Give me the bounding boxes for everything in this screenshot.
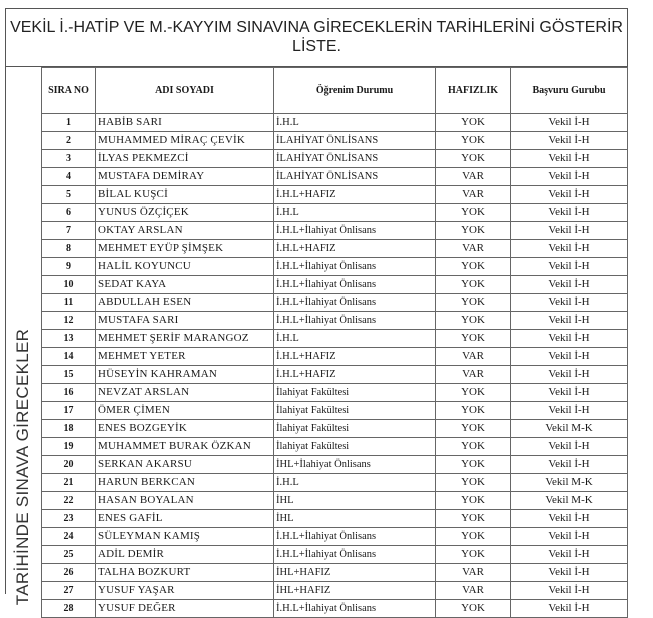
application-group: Vekil İ-H bbox=[511, 402, 628, 420]
application-group: Vekil İ-H bbox=[511, 312, 628, 330]
candidate-name: İLYAS PEKMEZCİ bbox=[96, 150, 274, 168]
table-row bbox=[42, 546, 628, 564]
hafizlik-status: YOK bbox=[436, 258, 511, 276]
education-status: İHL+HAFIZ bbox=[274, 564, 436, 582]
table-row bbox=[42, 510, 628, 528]
hafizlik-status: YOK bbox=[436, 276, 511, 294]
candidate-name: MUSTAFA DEMİRAY bbox=[96, 168, 274, 186]
application-group: Vekil İ-H bbox=[511, 330, 628, 348]
education-status: İlahiyat Fakültesi bbox=[274, 402, 436, 420]
candidate-name: HÜSEYİN KAHRAMAN bbox=[96, 366, 274, 384]
table-row bbox=[42, 600, 628, 618]
education-status: İHL bbox=[274, 510, 436, 528]
education-status: İ.H.L+İlahiyat Önlisans bbox=[274, 294, 436, 312]
application-group: Vekil İ-H bbox=[511, 204, 628, 222]
table-row bbox=[42, 258, 628, 276]
table-row bbox=[42, 348, 628, 366]
table-row bbox=[42, 402, 628, 420]
education-status: İHL bbox=[274, 492, 436, 510]
education-status: İ.H.L+HAFIZ bbox=[274, 186, 436, 204]
candidate-name: SERKAN AKARSU bbox=[96, 456, 274, 474]
table-row bbox=[42, 474, 628, 492]
candidate-name: HABİB SARI bbox=[96, 114, 274, 132]
table-header-row bbox=[42, 68, 628, 114]
candidate-name: ENES GAFİL bbox=[96, 510, 274, 528]
row-number: 3 bbox=[42, 150, 96, 168]
row-number: 21 bbox=[42, 474, 96, 492]
hafizlik-status: VAR bbox=[436, 582, 511, 600]
row-number: 9 bbox=[42, 258, 96, 276]
row-number: 27 bbox=[42, 582, 96, 600]
hafizlik-status: YOK bbox=[436, 510, 511, 528]
candidate-name: HALİL KOYUNCU bbox=[96, 258, 274, 276]
table-row bbox=[42, 330, 628, 348]
row-number: 5 bbox=[42, 186, 96, 204]
table-row bbox=[42, 582, 628, 600]
hafizlik-status: VAR bbox=[436, 186, 511, 204]
education-status: İ.H.L+HAFIZ bbox=[274, 366, 436, 384]
education-status: İ.H.L+İlahiyat Önlisans bbox=[274, 528, 436, 546]
hafizlik-status: YOK bbox=[436, 438, 511, 456]
header-education: Öğrenim Durumu bbox=[274, 68, 436, 114]
row-number: 23 bbox=[42, 510, 96, 528]
candidate-name: MEHMET ŞERİF MARANGOZ bbox=[96, 330, 274, 348]
row-number: 17 bbox=[42, 402, 96, 420]
education-status: İ.H.L bbox=[274, 474, 436, 492]
table-row bbox=[42, 204, 628, 222]
hafizlik-status: YOK bbox=[436, 204, 511, 222]
hafizlik-status: YOK bbox=[436, 114, 511, 132]
education-status: İ.H.L+İlahiyat Önlisans bbox=[274, 276, 436, 294]
application-group: Vekil İ-H bbox=[511, 276, 628, 294]
table-row bbox=[42, 114, 628, 132]
row-number: 14 bbox=[42, 348, 96, 366]
education-status: İlahiyat Fakültesi bbox=[274, 420, 436, 438]
hafizlik-status: YOK bbox=[436, 294, 511, 312]
candidate-name: HASAN BOYALAN bbox=[96, 492, 274, 510]
row-number: 1 bbox=[42, 114, 96, 132]
table-row bbox=[42, 456, 628, 474]
row-number: 4 bbox=[42, 168, 96, 186]
title-line-2: LİSTE. bbox=[292, 38, 341, 55]
candidate-name: YUNUS ÖZÇİÇEK bbox=[96, 204, 274, 222]
hafizlik-status: YOK bbox=[436, 150, 511, 168]
table-row bbox=[42, 168, 628, 186]
application-group: Vekil İ-H bbox=[511, 384, 628, 402]
candidate-name: MUHAMMED MİRAÇ ÇEVİK bbox=[96, 132, 274, 150]
row-number: 26 bbox=[42, 564, 96, 582]
education-status: İ.H.L bbox=[274, 204, 436, 222]
candidate-name: MUSTAFA SARI bbox=[96, 312, 274, 330]
side-column bbox=[6, 67, 42, 606]
candidate-name: MEHMET YETER bbox=[96, 348, 274, 366]
candidate-name: MUHAMMET BURAK ÖZKAN bbox=[96, 438, 274, 456]
education-status: İ.H.L bbox=[274, 330, 436, 348]
application-group: Vekil İ-H bbox=[511, 348, 628, 366]
candidate-table bbox=[41, 67, 628, 618]
application-group: Vekil İ-H bbox=[511, 564, 628, 582]
table-row bbox=[42, 528, 628, 546]
row-number: 13 bbox=[42, 330, 96, 348]
education-status: İlahiyat Fakültesi bbox=[274, 438, 436, 456]
header-name: ADI SOYADI bbox=[96, 68, 274, 114]
candidate-name: YUSUF YAŞAR bbox=[96, 582, 274, 600]
hafizlik-status: YOK bbox=[436, 456, 511, 474]
education-status: İLAHİYAT ÖNLİSANS bbox=[274, 150, 436, 168]
hafizlik-status: YOK bbox=[436, 312, 511, 330]
education-status: İ.H.L+İlahiyat Önlisans bbox=[274, 312, 436, 330]
education-status: İ.H.L+İlahiyat Önlisans bbox=[274, 546, 436, 564]
application-group: Vekil M-K bbox=[511, 474, 628, 492]
education-status: İ.H.L+HAFIZ bbox=[274, 240, 436, 258]
row-number: 7 bbox=[42, 222, 96, 240]
candidate-name: NEVZAT ARSLAN bbox=[96, 384, 274, 402]
title-line-1: VEKİL İ.-HATİP VE M.-KAYYIM SINAVINA GİRECEKLERİN TARİHLERİNİ GÖSTERİR bbox=[10, 19, 623, 36]
application-group: Vekil İ-H bbox=[511, 258, 628, 276]
header-hafizlik: HAFIZLIK bbox=[436, 68, 511, 114]
row-number: 10 bbox=[42, 276, 96, 294]
education-status: İ.H.L+İlahiyat Önlisans bbox=[274, 600, 436, 618]
candidate-name: ABDULLAH ESEN bbox=[96, 294, 274, 312]
application-group: Vekil İ-H bbox=[511, 114, 628, 132]
row-number: 11 bbox=[42, 294, 96, 312]
table-row bbox=[42, 132, 628, 150]
hafizlik-status: YOK bbox=[436, 492, 511, 510]
table-row bbox=[42, 240, 628, 258]
application-group: Vekil İ-H bbox=[511, 222, 628, 240]
hafizlik-status: YOK bbox=[436, 546, 511, 564]
education-status: İHL+HAFIZ bbox=[274, 582, 436, 600]
header-no: SIRA NO bbox=[42, 68, 96, 114]
table-row bbox=[42, 438, 628, 456]
application-group: Vekil İ-H bbox=[511, 186, 628, 204]
candidate-name: ÖMER ÇİMEN bbox=[96, 402, 274, 420]
hafizlik-status: YOK bbox=[436, 600, 511, 618]
row-number: 2 bbox=[42, 132, 96, 150]
application-group: Vekil İ-H bbox=[511, 438, 628, 456]
hafizlik-status: YOK bbox=[436, 132, 511, 150]
hafizlik-status: YOK bbox=[436, 330, 511, 348]
table-row bbox=[42, 312, 628, 330]
hafizlik-status: VAR bbox=[436, 564, 511, 582]
education-status: İ.H.L+HAFIZ bbox=[274, 348, 436, 366]
application-group: Vekil İ-H bbox=[511, 600, 628, 618]
application-group: Vekil İ-H bbox=[511, 168, 628, 186]
education-status: İ.H.L+İlahiyat Önlisans bbox=[274, 258, 436, 276]
side-label: TARİHİNDE SINAVA GİRECEKLER bbox=[13, 328, 32, 606]
application-group: Vekil İ-H bbox=[511, 546, 628, 564]
application-group: Vekil İ-H bbox=[511, 528, 628, 546]
header-group: Başvuru Gurubu bbox=[511, 68, 628, 114]
row-number: 20 bbox=[42, 456, 96, 474]
candidate-name: ENES BOZGEYİK bbox=[96, 420, 274, 438]
education-status: İLAHİYAT ÖNLİSANS bbox=[274, 132, 436, 150]
row-number: 25 bbox=[42, 546, 96, 564]
table-row bbox=[42, 384, 628, 402]
candidate-name: HARUN BERKCAN bbox=[96, 474, 274, 492]
application-group: Vekil İ-H bbox=[511, 294, 628, 312]
hafizlik-status: VAR bbox=[436, 366, 511, 384]
application-group: Vekil İ-H bbox=[511, 582, 628, 600]
hafizlik-status: YOK bbox=[436, 528, 511, 546]
candidate-name: OKTAY ARSLAN bbox=[96, 222, 274, 240]
education-status: İHL+İlahiyat Önlisans bbox=[274, 456, 436, 474]
candidate-name: SEDAT KAYA bbox=[96, 276, 274, 294]
row-number: 19 bbox=[42, 438, 96, 456]
row-number: 12 bbox=[42, 312, 96, 330]
hafizlik-status: VAR bbox=[436, 348, 511, 366]
row-number: 6 bbox=[42, 204, 96, 222]
application-group: Vekil M-K bbox=[511, 492, 628, 510]
row-number: 28 bbox=[42, 600, 96, 618]
education-status: İLAHİYAT ÖNLİSANS bbox=[274, 168, 436, 186]
candidate-name: YUSUF DEĞER bbox=[96, 600, 274, 618]
application-group: Vekil İ-H bbox=[511, 240, 628, 258]
row-number: 16 bbox=[42, 384, 96, 402]
table-row bbox=[42, 294, 628, 312]
row-number: 8 bbox=[42, 240, 96, 258]
candidate-name: ADİL DEMİR bbox=[96, 546, 274, 564]
row-number: 15 bbox=[42, 366, 96, 384]
candidate-name: SÜLEYMAN KAMIŞ bbox=[96, 528, 274, 546]
application-group: Vekil İ-H bbox=[511, 510, 628, 528]
table-row bbox=[42, 276, 628, 294]
table-row bbox=[42, 186, 628, 204]
table-row bbox=[42, 222, 628, 240]
application-group: Vekil İ-H bbox=[511, 150, 628, 168]
candidate-name: TALHA BOZKURT bbox=[96, 564, 274, 582]
hafizlik-status: VAR bbox=[436, 168, 511, 186]
hafizlik-status: YOK bbox=[436, 474, 511, 492]
hafizlik-status: VAR bbox=[436, 240, 511, 258]
application-group: Vekil İ-H bbox=[511, 132, 628, 150]
row-number: 22 bbox=[42, 492, 96, 510]
hafizlik-status: YOK bbox=[436, 420, 511, 438]
exam-list-sheet bbox=[5, 8, 628, 614]
table-row bbox=[42, 150, 628, 168]
row-number: 24 bbox=[42, 528, 96, 546]
application-group: Vekil İ-H bbox=[511, 456, 628, 474]
row-number: 18 bbox=[42, 420, 96, 438]
table-row bbox=[42, 366, 628, 384]
table-row bbox=[42, 564, 628, 582]
application-group: Vekil M-K bbox=[511, 420, 628, 438]
hafizlik-status: YOK bbox=[436, 402, 511, 420]
education-status: İ.H.L+İlahiyat Önlisans bbox=[274, 222, 436, 240]
hafizlik-status: YOK bbox=[436, 222, 511, 240]
candidate-name: MEHMET EYÜP ŞİMŞEK bbox=[96, 240, 274, 258]
table-row bbox=[42, 492, 628, 510]
education-status: İlahiyat Fakültesi bbox=[274, 384, 436, 402]
hafizlik-status: YOK bbox=[436, 384, 511, 402]
application-group: Vekil İ-H bbox=[511, 366, 628, 384]
table-row bbox=[42, 420, 628, 438]
document-title bbox=[6, 9, 627, 67]
education-status: İ.H.L bbox=[274, 114, 436, 132]
candidate-name: BİLAL KUŞCİ bbox=[96, 186, 274, 204]
